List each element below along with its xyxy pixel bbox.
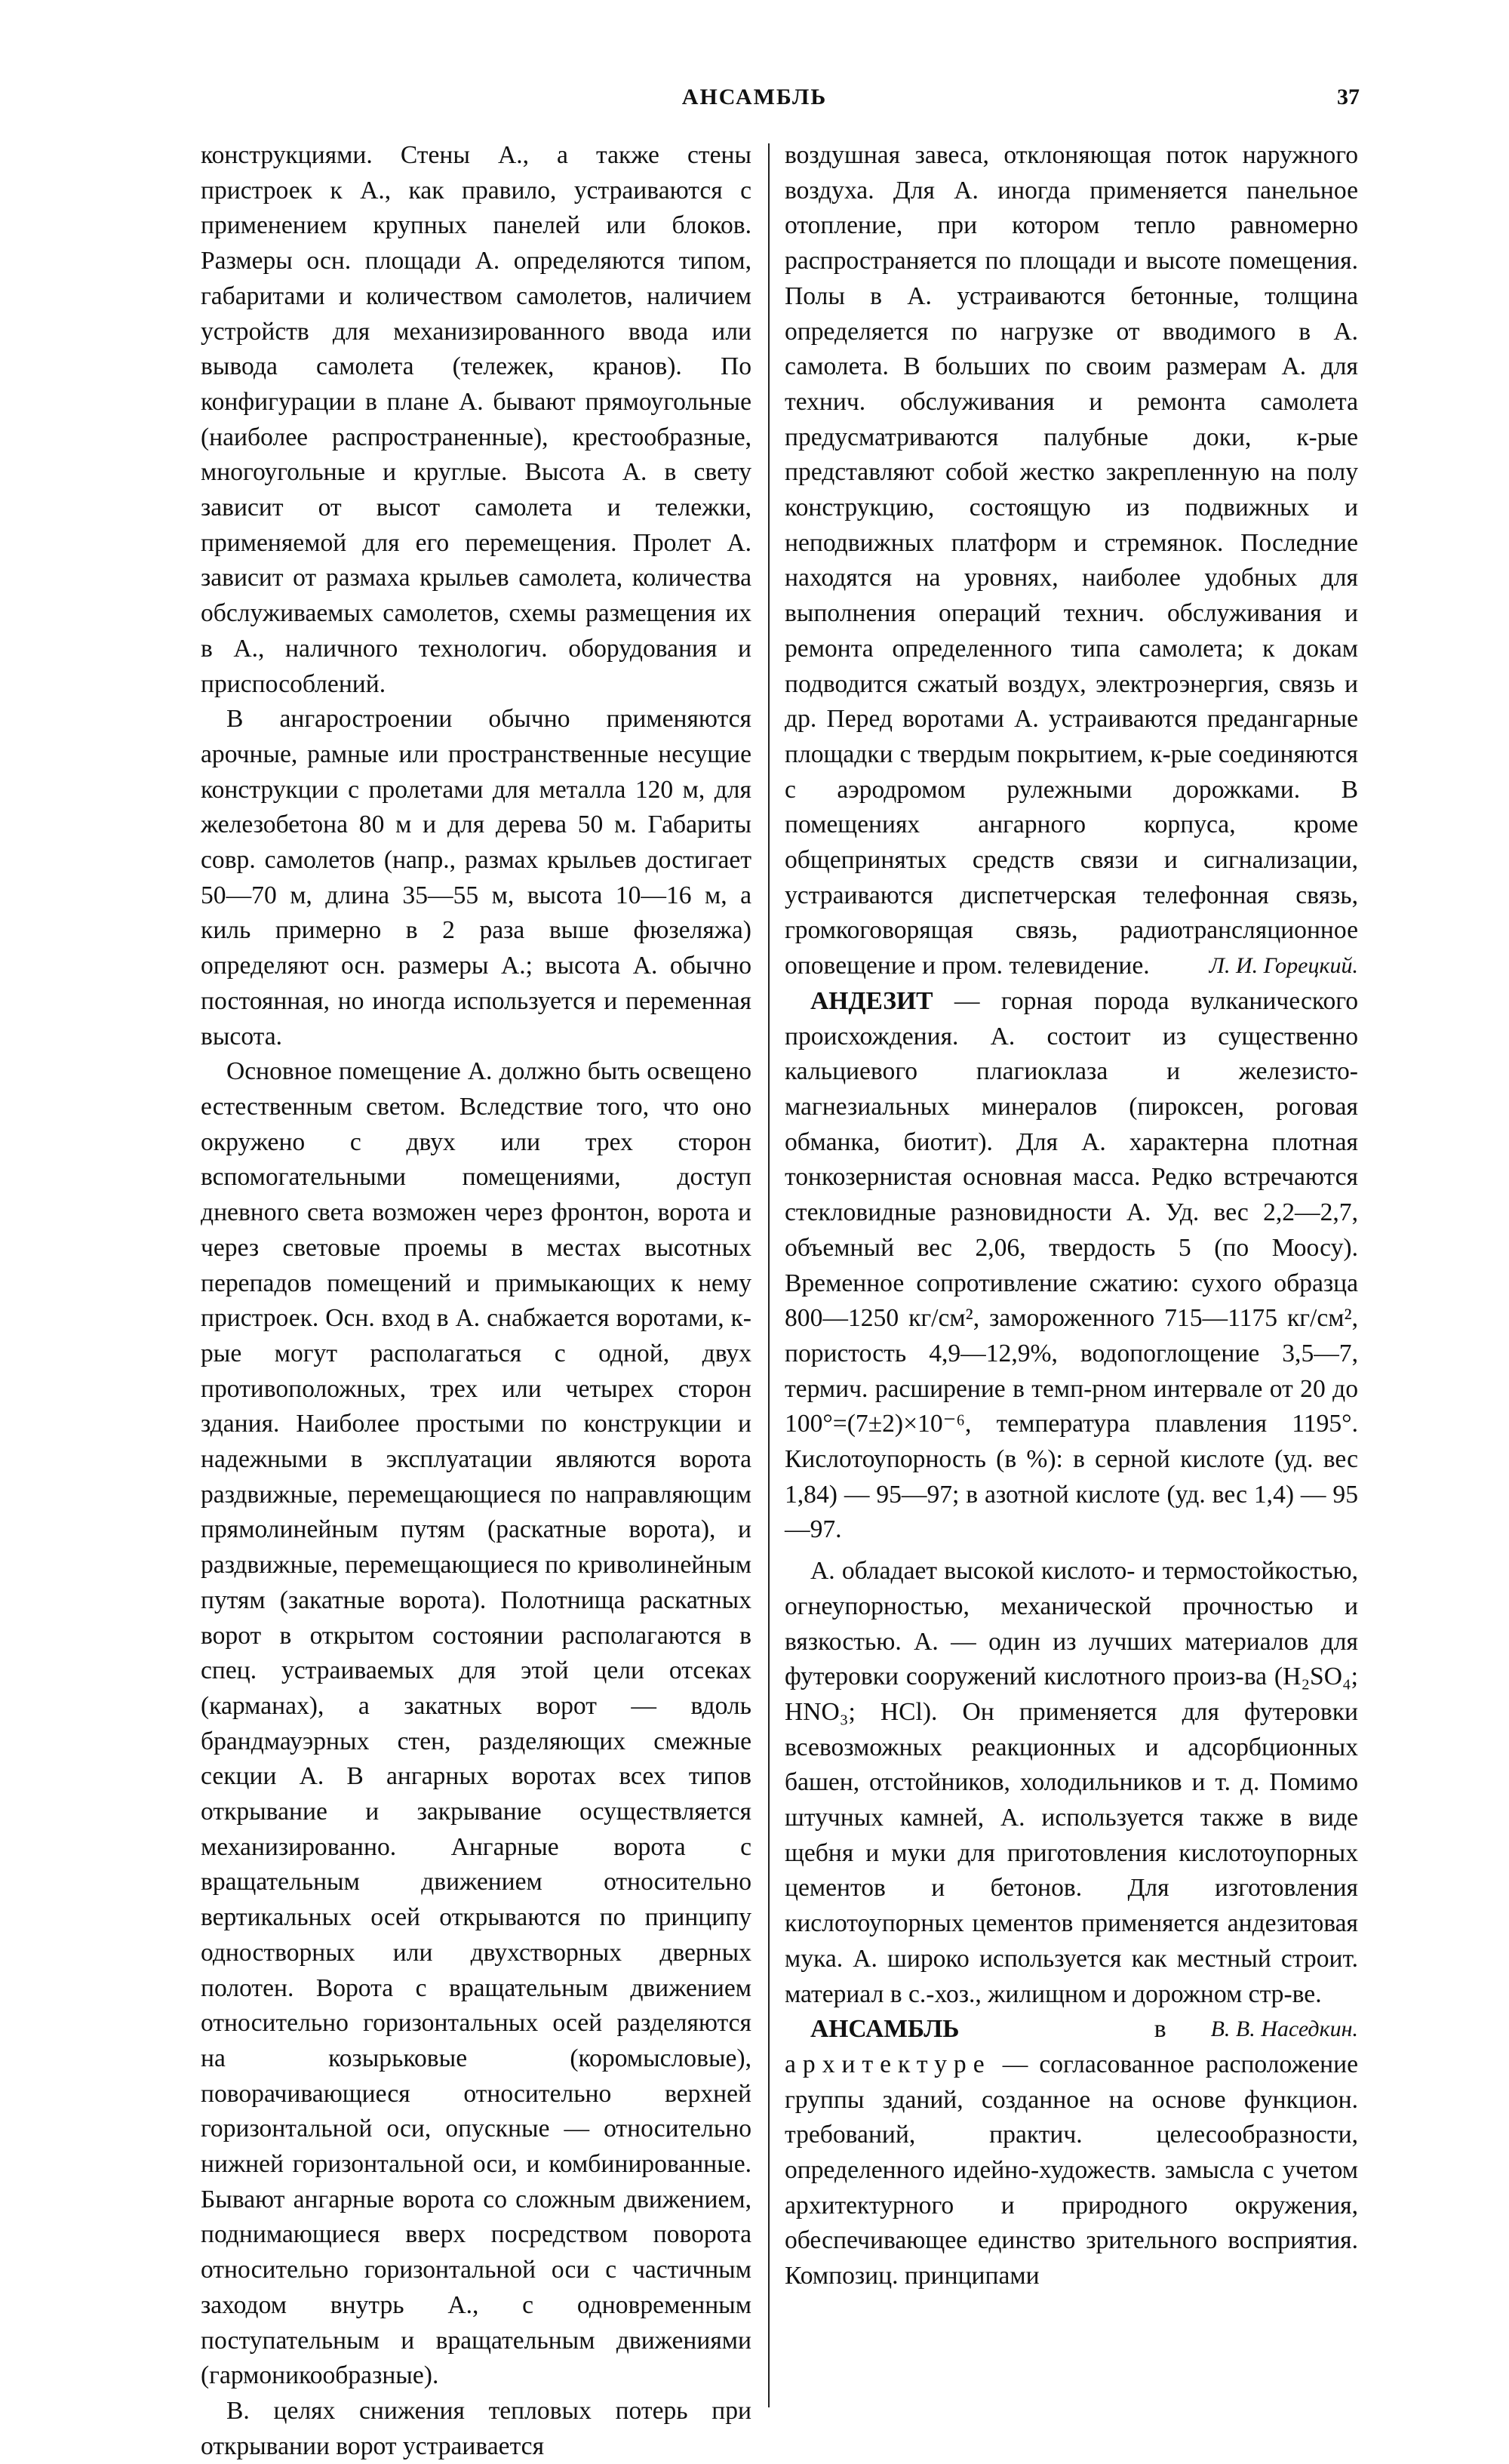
construction-paragraph: В ангаростроении обычно применяются арочные, рамные или пространственные несущие конструкции с пролетами для металла 120 м, для железобетона 80 м и для дерева 50 м. Габариты совр. самолетов (напр., размах крыльев достигает 50—70 м, длина 35—55 м, высота 10—16 м, а киль примерно в 2 раза выше фюзеляжа) определяют осн. размеры А.; высота А. обычно постоянная, но иногда используется и переменная высота. bbox=[201, 705, 751, 1051]
headword-andesite: АНДЕЗИТ bbox=[810, 986, 933, 1015]
hangar-conclusion-text: воздушная завеса, отклоняющая поток наружного воздуха. Для А. иногда применяется панельное отопление, при котором тепло равномерно распространяется по площади и высоте помещения. Полы в А. устраиваются бетонные, толщина определяется по нагрузке от вводимого в А. самолета. В больших по своим размерам А. для технич. обслуживания и ремонта самолета предусматриваются палубные доки, к-рые представляют собой жестко закрепленную на полу конструкцию, состоящую из подвижных и неподвижных платформ и стремянок. Последние находятся на уровнях, наиболее удобных для выполнения операций технич. обслуживания и ремонта определенного типа самолета; к докам подводится сжатый воздух, электроэнергия, связь и др. Перед воротами А. устраиваются предангарные площадки с твердым покрытием, к-рые соединяются с аэродромом рулежными дорожками. В помещениях ангарного корпуса, кроме общепринятых средств связи и сигнализации, устраиваются диспетчерская телефонная связь, громкоговорящая связь, радиотрансляционное оповещение и пром. телевидение. bbox=[785, 141, 1358, 980]
lighting-gates-paragraph: Основное помещение А. должно быть освещено естественным светом. Вследствие того, что оно окружено с двух или трех сторон вспомогательными помещениями, доступ дневного света возможен через фронтон, ворота и через световые проемы в местах высотных перепадов помещений и примыкающих к нему пристроек. Осн. вход в А. снабжается воротами, к-рые могут располагаться с одной, двух противоположных, трех или четырех сторон здания. Наиболее простыми по конструкции и надежными в эксплуатации являются ворота раздвижные, перемещающиеся по направляющим прямолинейным путям (раскатные ворота), и раздвижные, перемещающиеся по криволинейным путям (закатные ворота). Полотнища раскатных ворот в открытом состоянии располагаются в спец. устраиваемых для этой цели отсеках (карманах), а закатных ворот — вдоль брандмауэрных стен, разделяющих смежные секции А. В ангарных воротах всех типов открывание и закрывание осуществляется механизированно. Ангарные ворота с вращательным движением относительно вертикальных осей открываются по принципу одностворных или двухстворных дверных полотен. Ворота с вращательным движением относительно горизонтальных осей разделяются на козырьковые (коромысловые), поворачивающиеся относительно верхней горизонтальной оси, опускные — относительно нижней горизонтальной оси, и комбинированные. Бывают ангарные ворота со сложным движением, поднимающиеся вверх посредством поворота относительно горизонтальной оси с частичным заходом внутрь А., с одновременным поступательным и вращательным движениями (гармоникообразные). bbox=[201, 1057, 751, 2390]
andesite-properties-text: А. обладает высокой кислото- и термостойкостью, огнеупорностью, механической прочностью и вязкостью. А. — один из лучших материалов для футеровки сооружений кислотного произ-ва (H₂SO₄; HNO₃; HCl). Он применяется для футеровки всевозможных реакционных и адсорбционных башен, отстойников, холодильников и т. д. Помимо штучных камней, А. используется также в виде щебня и муки для приготовления кислотоупорных цементов и бетонов. Для изготовления кислотоупорных цементов применяется андезитовая мука. А. широко используется как местный строит. материал в с.-хоз., жилищном и дорожном стр-ве. bbox=[785, 1557, 1358, 2008]
headword-ensemble: АНСАМБЛЬ bbox=[810, 2015, 960, 2044]
hangar-conclusion-paragraph bbox=[785, 138, 1358, 984]
article-continuation-paragraph: конструкциями. Стены А., а также стены пристроек к А., как правило, устраиваются с применением крупных панелей или блоков. Размеры осн. площади А. определяются типом, габаритами и количеством самолетов, наличием устройств для механизированного ввода или вывода самолета (тележек, кранов). По конфигурации в плане А. бывают прямоугольные (наиболее распространенные), крестообразные, многоугольные и круглые. Высота А. в свету зависит от высот самолета и тележки, применяемой для его перемещения. Пролет А. зависит от размаха крыльев самолета, количества обслуживаемых самолетов, схемы размещения их в А., наличного технологич. оборудования и приспособлений. bbox=[201, 141, 751, 698]
left-column bbox=[201, 138, 751, 2464]
ensemble-definition: — согласованное расположение группы зданий, созданное на основе функцион. требований, практич. целесообразности, определенного идейно-художеств. замысла с учетом архитектурного и природного окружения, обеспечивающее единство зрительного восприятия. Композиц. принципами bbox=[785, 2050, 1358, 2290]
column-divider bbox=[768, 143, 770, 2407]
right-column bbox=[785, 138, 1358, 2294]
andesite-entry bbox=[785, 984, 1358, 1548]
author-signature-nasedkin: В. В. Наседкин. bbox=[1210, 2016, 1358, 2042]
ensemble-entry bbox=[785, 2012, 1358, 2294]
heat-loss-paragraph: В. целях снижения тепловых потерь при открывании ворот устраивается bbox=[201, 2397, 751, 2460]
page-number: 37 bbox=[1337, 85, 1360, 109]
ensemble-domain-label: в архитектуре bbox=[785, 2015, 1173, 2078]
author-signature-goretsky: Л. И. Горецкий. bbox=[1209, 953, 1358, 979]
andesite-definition: — горная порода вулканического происхождения. А. состоит из существенно кальциевого плагиоклаза и железисто-магнезиальных минералов (пироксен, роговая обманка, биотит). Для А. характерна плотная тонкозернистая основная масса. Редко встречаются стекловидные разновидности А. Уд. вес 2,2—2,7, объемный вес 2,06, твердость 5 (по Моосу). Временное сопротивление сжатию: сухого образца 800—1250 кг/см², замороженного 715—1175 кг/см², пористость 4,9—12,9%, водопоглощение 3,5—7, термич. расширение в темп-рном интервале от 20 до 100°=(7±2)×10⁻⁶, температура плавления 1195°. Кислотоупорность (в %): в серной кислоте (уд. вес 1,84) — 95—97; в азотной кислоте (уд. вес 1,4) — 95—97. bbox=[785, 986, 1358, 1544]
running-head: АНСАМБЛЬ bbox=[681, 85, 828, 109]
